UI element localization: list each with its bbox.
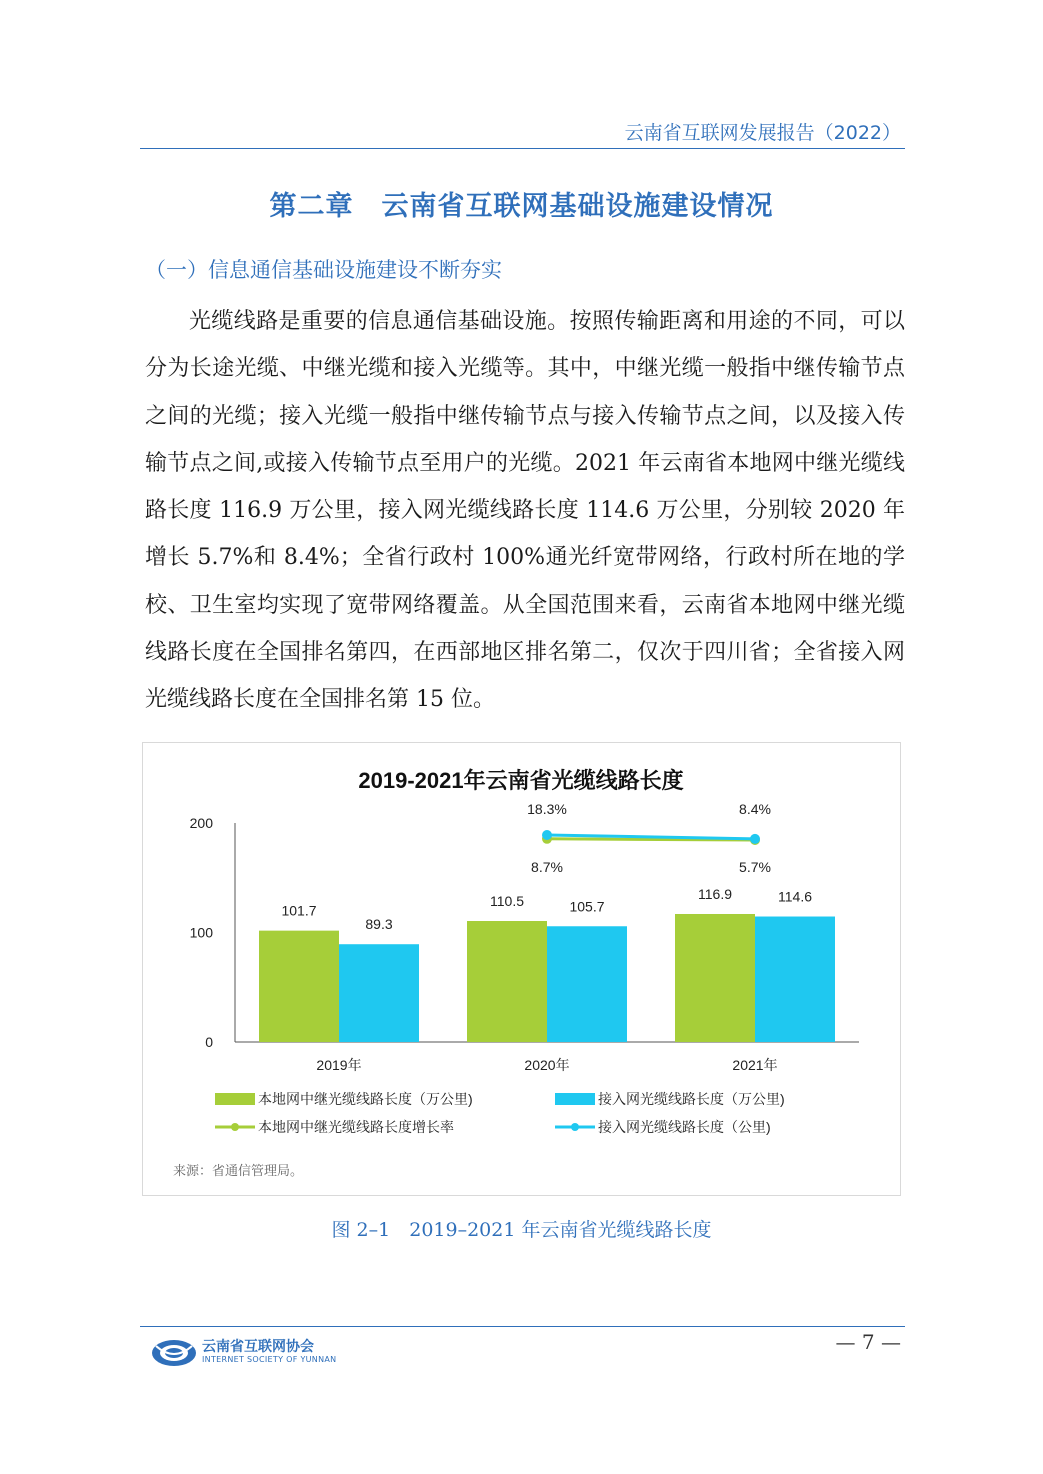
x-tick-label: 2021年 bbox=[732, 1057, 778, 1073]
bar bbox=[467, 921, 547, 1042]
legend-label: 本地网中继光缆线路长度增长率 bbox=[258, 1119, 454, 1135]
chart-figure bbox=[142, 742, 901, 1196]
footer-divider bbox=[140, 1326, 905, 1327]
legend-label: 本地网中继光缆线路长度（万公里) bbox=[258, 1091, 473, 1107]
growth-point bbox=[750, 834, 760, 844]
bar-data-label: 110.5 bbox=[490, 893, 524, 910]
page-number: — 7 — bbox=[835, 1330, 901, 1354]
growth-data-label: 8.4% bbox=[739, 801, 771, 817]
growth-data-label: 5.7% bbox=[739, 859, 771, 875]
bar-chart bbox=[143, 743, 900, 1195]
legend-swatch bbox=[215, 1093, 255, 1105]
body-paragraph: 光缆线路是重要的信息通信基础设施。按照传输距离和用途的不同，可以分为长途光缆、中继光缆和接入光缆等。其中，中继光缆一般指中继传输节点之间的光缆；接入光缆一般指中继传输节点与接入传输节点之间，以及接入传输节点之间,或接入传输节点至用户的光缆。2021 年云南省本地网中继光缆线路长度 116.9 万公里，接入网光缆线路长度 114.6 万公里，分别较 2020 年增长 5.7%和 8.4%；全省行政村 100%通光纤宽带网络，行政村所在地的学校、卫生室均实现了宽带网络覆盖。从全国范围来看，云南省本地网中继光缆线路长度在全国排名第四，在西部地区排名第二，仅次于四川省；全省接入网光缆线路长度在全国排名第 15 位。 bbox=[145, 309, 905, 713]
bar-data-label: 116.9 bbox=[698, 885, 732, 902]
y-tick-label: 0 bbox=[205, 1034, 213, 1050]
growth-data-label: 18.3% bbox=[527, 801, 567, 817]
header-divider bbox=[140, 148, 905, 149]
x-tick-label: 2020年 bbox=[524, 1057, 570, 1073]
bar-data-label: 101.7 bbox=[281, 902, 317, 919]
header-title: 云南省互联网发展报告（2022） bbox=[624, 122, 901, 144]
legend-swatch bbox=[555, 1093, 595, 1105]
globe-logo-icon bbox=[150, 1336, 198, 1370]
x-tick-label: 2019年 bbox=[316, 1057, 362, 1073]
y-tick-label: 100 bbox=[189, 924, 213, 941]
logo-chinese-name: 云南省互联网协会 bbox=[202, 1339, 314, 1355]
chart-title: 2019-2021年云南省光缆线路长度 bbox=[358, 768, 684, 793]
chart-source: 来源：省通信管理局。 bbox=[173, 1163, 304, 1178]
growth-point bbox=[542, 830, 552, 840]
bar-data-label: 105.7 bbox=[569, 898, 605, 915]
association-logo bbox=[150, 1334, 350, 1374]
legend-swatch-marker bbox=[231, 1123, 239, 1131]
figure-caption: 图 2–1 2019–2021 年云南省光缆线路长度 bbox=[331, 1219, 712, 1241]
legend-label: 接入网光缆线路长度（公里) bbox=[598, 1119, 771, 1135]
y-tick-label: 200 bbox=[189, 815, 213, 831]
logo-english-name: INTERNET SOCIETY OF YUNNAN bbox=[202, 1355, 337, 1364]
chapter-title: 第二章 云南省互联网基础设施建设情况 bbox=[269, 191, 774, 222]
bar bbox=[547, 926, 627, 1042]
bar bbox=[675, 914, 755, 1042]
bar bbox=[259, 931, 339, 1042]
legend-swatch-marker bbox=[571, 1123, 579, 1131]
bar bbox=[339, 944, 419, 1042]
growth-data-label: 8.7% bbox=[531, 859, 563, 875]
body-text bbox=[145, 298, 905, 724]
bar-data-label: 89.3 bbox=[365, 916, 393, 933]
section-title: （一）信息通信基础设施建设不断夯实 bbox=[145, 258, 502, 282]
bar-data-label: 114.6 bbox=[778, 888, 812, 905]
legend-label: 接入网光缆线路长度（万公里) bbox=[598, 1091, 785, 1107]
bar bbox=[755, 917, 835, 1042]
